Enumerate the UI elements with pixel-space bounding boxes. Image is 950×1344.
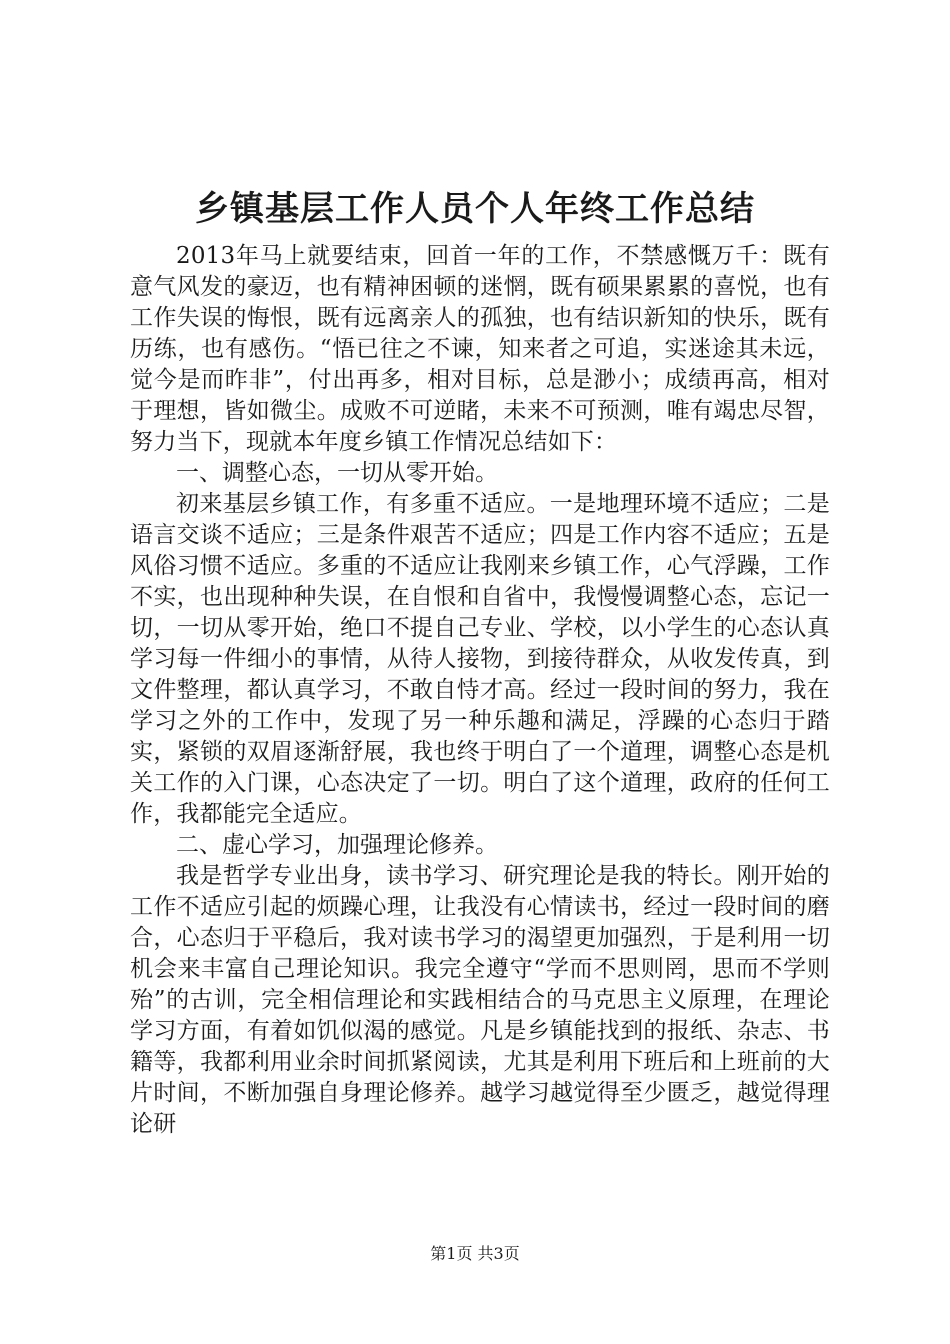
paragraph-intro: 2013年马上就要结束，回首一年的工作，不禁感慨万千：既有意气风发的豪迈，也有精神困顿的迷惘，既有硕果累累的喜悦，也有工作失误的悔恨，既有远离亲人的孤独，也有结识新知的快乐，既有历练，也有感伤。“悟已往之不谏，知来者之可追，实迷途其未远，觉今是而昨非”，付出再多，相对目标，总是渺小；成绩再高，相对于理想，皆如微尘。成败不可逆睹，未来不可预测，唯有竭忠尽智，努力当下，现就本年度乡镇工作情况总结如下： bbox=[130, 243, 830, 455]
section-heading-2: 二、虚心学习，加强理论修养。 bbox=[176, 832, 498, 858]
paragraph-section-1: 初来基层乡镇工作，有多重不适应。一是地理环境不适应；二是语言交谈不适应；三是条件艰苦不适应；四是工作内容不适应；五是风俗习惯不适应。多重的不适应让我刚来乡镇工作，心气浮躁，工作不实，也出现种种失误，在自恨和自省中，我慢慢调整心态，忘记一切，一切从零开始，绝口不提自己专业、学校，以小学生的心态认真学习每一件细小的事情，从待人接物，到接待群众，从收发传真，到文件整理，都认真学习，不敢自恃才高。经过一段时间的努力，我在学习之外的工作中，发现了另一种乐趣和满足，浮躁的心态归于踏实，紧锁的双眉逐渐舒展，我也终于明白了一个道理，调整心态是机关工作的入门课，心态决定了一切。明白了这个道理，政府的任何工作，我都能完全适应。 bbox=[130, 491, 830, 827]
section-heading-1: 一、调整心态，一切从零开始。 bbox=[176, 460, 498, 486]
page-footer: 第1页 共3页 bbox=[430, 1244, 520, 1263]
document-body bbox=[130, 241, 830, 1140]
paragraph-section-2: 我是哲学专业出身，读书学习、研究理论是我的特长。刚开始的工作不适应引起的烦躁心理，让我没有心情读书，经过一段时间的磨合，心态归于平稳后，我对读书学习的渴望更加强烈，于是利用一切机会来丰富自己理论知识。我完全遵守“学而不思则罔，思而不学则殆”的古训，完全相信理论和实践相结合的马克思主义原理，在理论学习方面，有着如饥似渴的感觉。凡是乡镇能找到的报纸、杂志、书籍等，我都利用业余时间抓紧阅读，尤其是利用下班后和上班前的大片时间，不断加强自身理论修养。越学习越觉得至少匮乏，越觉得理论研 bbox=[130, 863, 830, 1137]
document-title: 乡镇基层工作人员个人年终工作总结 bbox=[195, 189, 755, 229]
